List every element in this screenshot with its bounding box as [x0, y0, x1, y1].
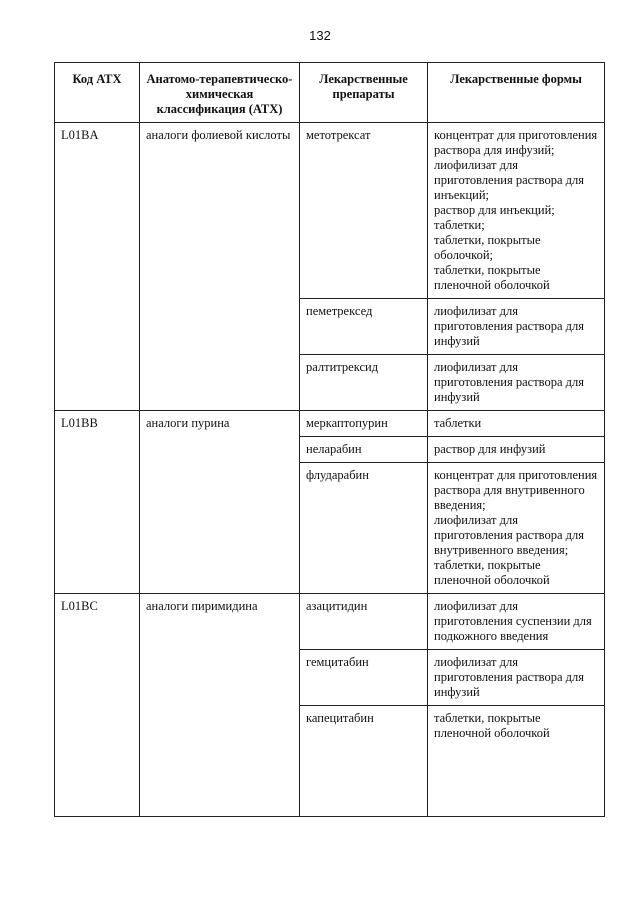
drug-name-cell: неларабин	[300, 437, 428, 463]
header-drugs: Лекарственные препараты	[300, 63, 428, 123]
drug-name-cell: капецитабин	[300, 706, 428, 817]
dosage-form-item: таблетки;	[434, 218, 485, 232]
dosage-form-item: таблетки, покрытые пленочной оболочкой	[434, 263, 550, 292]
dosage-form-item: раствор для инфузий	[434, 442, 546, 456]
dosage-forms-cell	[428, 437, 605, 463]
atc-classification-cell: аналоги пиримидина	[140, 594, 300, 817]
page-number: 132	[309, 28, 331, 43]
header-atc-classification: Анатомо-терапевтическо-химическая классификация (АТХ)	[140, 63, 300, 123]
dosage-form-item: концентрат для приготовления раствора для внутривенного введения;	[434, 468, 598, 512]
dosage-form-item: таблетки, покрытые пленочной оболочкой	[434, 711, 550, 740]
atc-code-cell: L01BC	[55, 594, 140, 817]
table-row	[55, 594, 605, 650]
atc-drug-table	[54, 62, 605, 817]
dosage-form-item: лиофилизат для приготовления раствора для инфузий	[434, 655, 584, 699]
drug-name-cell: метотрексат	[300, 123, 428, 299]
cell-spacer	[434, 741, 598, 811]
dosage-form-item: раствор для инъекций;	[434, 203, 555, 217]
atc-code-cell: L01BB	[55, 411, 140, 594]
dosage-forms-cell	[428, 463, 605, 594]
dosage-forms-cell	[428, 123, 605, 299]
dosage-form-item: лиофилизат для приготовления раствора для инфузий	[434, 360, 584, 404]
dosage-forms-cell	[428, 650, 605, 706]
drug-name-cell: ралтитрексид	[300, 355, 428, 411]
atc-classification-cell: аналоги пурина	[140, 411, 300, 594]
dosage-form-item: таблетки	[434, 416, 482, 430]
dosage-form-item: лиофилизат для приготовления суспензии для подкожного введения	[434, 599, 592, 643]
drug-name-cell: азацитидин	[300, 594, 428, 650]
table-row	[55, 411, 605, 437]
dosage-forms-cell	[428, 299, 605, 355]
drug-name-cell: флударабин	[300, 463, 428, 594]
dosage-forms-cell	[428, 355, 605, 411]
header-atc-code: Код АТХ	[55, 63, 140, 123]
header-dosage-forms: Лекарственные формы	[428, 63, 605, 123]
drug-name-cell: пеметрексед	[300, 299, 428, 355]
table-header-row	[55, 63, 605, 123]
dosage-form-item: лиофилизат для приготовления раствора для инъекций;	[434, 158, 584, 202]
dosage-form-item: таблетки, покрытые оболочкой;	[434, 233, 541, 262]
table-row	[55, 123, 605, 299]
atc-code-cell: L01BA	[55, 123, 140, 411]
dosage-forms-cell	[428, 706, 605, 817]
dosage-form-item: концентрат для приготовления раствора для инфузий;	[434, 128, 598, 157]
dosage-forms-cell	[428, 411, 605, 437]
atc-classification-cell: аналоги фолиевой кислоты	[140, 123, 300, 411]
dosage-form-item: лиофилизат для приготовления раствора для внутривенного введения;	[434, 513, 584, 557]
drug-name-cell: гемцитабин	[300, 650, 428, 706]
drug-name-cell: меркаптопурин	[300, 411, 428, 437]
dosage-forms-cell	[428, 594, 605, 650]
dosage-form-item: таблетки, покрытые пленочной оболочкой	[434, 558, 550, 587]
dosage-form-item: лиофилизат для приготовления раствора для инфузий	[434, 304, 584, 348]
table-body	[55, 123, 605, 817]
